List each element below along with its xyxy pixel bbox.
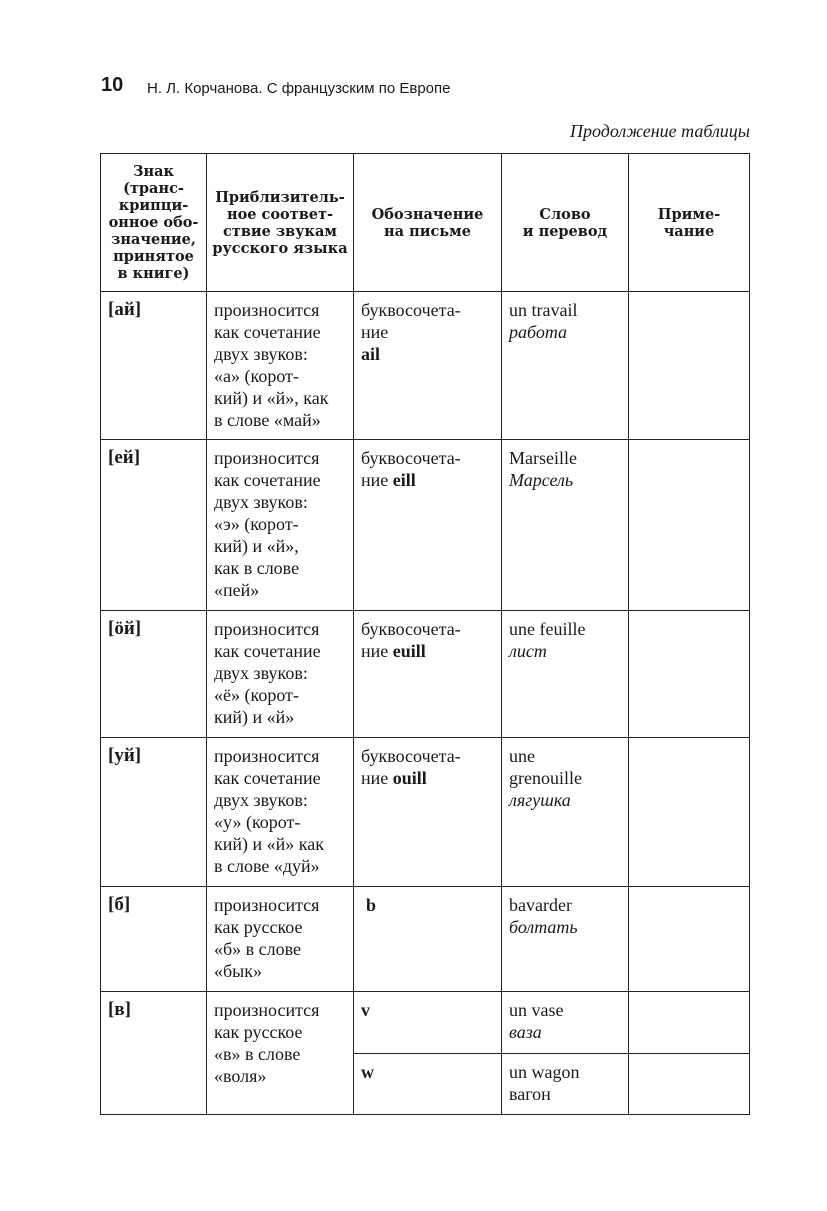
table-continuation-label: Продолжение таблицы [569,121,750,141]
spelling-letters: w [361,1062,374,1082]
note-cell [629,738,749,751]
spelling-prefix: буквосочета- ние [361,619,461,661]
word-cell [502,887,628,944]
spelling-prefix: буквосочета- ние [361,300,461,342]
table-row [101,887,750,992]
sound-description: произносится как русское «б» в слове «бык» [214,895,320,981]
french-word: un travail [509,300,578,320]
note-cell [629,887,749,900]
word-cell [502,992,628,1049]
spelling-cell [354,992,501,1027]
column-header-spelling: Обозначение на письме [354,154,502,292]
sound-sign: [б] [108,894,131,915]
spelling-letters: eill [392,470,416,490]
spelling-prefix: буквосочета- ние [361,448,461,490]
sound-description: произносится как русское «в» в слове «воля» [214,1000,320,1086]
sound-sign: [ай] [108,299,142,320]
page-header [101,74,751,104]
french-word: une feuille [509,619,586,639]
page-number: 10 [101,74,124,96]
column-header-note: Приме- чание [629,154,750,292]
spelling-letters: ouill [392,768,427,788]
sound-description: произносится как сочетание двух звуков: «ё» (корот- кий) и «й» [214,619,321,727]
french-word: une grenouille [509,746,582,788]
table-row [101,292,750,440]
table-row [101,992,750,1054]
note-cell [629,292,749,305]
sound-description: произносится как сочетание двух звуков: «у» (корот- кий) и «й» как в слове «дуй» [214,746,324,876]
word-translation: лягушка [509,790,571,810]
note-cell [629,992,749,1005]
sound-sign: [ӧй] [108,618,142,639]
word-cell [502,440,628,497]
column-header-word-translation: Слово и перевод [502,154,629,292]
sound-sign: [в] [108,999,131,1020]
word-cell [502,738,628,817]
running-head: Н. Л. Корчанова. С французским по Европе [147,80,451,97]
table-row [101,738,750,887]
sound-sign: [уй] [108,745,142,766]
word-translation: болтать [509,917,578,937]
french-word: bavarder [509,895,572,915]
sound-description: произносится как сочетание двух звуков: «а» (корот- кий) и «й», как в слове «май» [214,300,329,430]
word-cell [502,1054,628,1111]
sound-description: произносится как сочетание двух звуков: «э» (корот- кий) и «й», как в слове «пей» [214,448,321,600]
table-row [101,440,750,611]
sound-sign: [ей] [108,447,141,468]
note-cell [629,1054,749,1067]
word-translation: работа [509,322,568,342]
word-translation: лист [509,641,547,661]
table-header-row [101,154,750,292]
spelling-letters: b [366,895,377,915]
word-translation: ваза [509,1022,542,1042]
word-cell [502,292,628,349]
spelling-cell [354,611,501,668]
spelling-cell [354,440,501,497]
french-word: un wagon [509,1062,580,1082]
word-translation: Марсель [509,470,574,490]
note-cell [629,611,749,624]
phonetics-table [100,153,750,1115]
table-row [101,611,750,738]
spelling-cell [354,887,501,922]
spelling-cell [354,292,501,371]
spelling-prefix: буквосочета- ние [361,746,461,788]
note-cell [629,440,749,453]
spelling-letters: ail [361,344,381,364]
spelling-letters: v [361,1000,370,1020]
column-header-russian-equivalent: Приблизитель- ное соответ- ствие звукам русского языка [207,154,354,292]
french-word: un vase [509,1000,564,1020]
column-header-sign: Знак (транс- крипци- онное обо- значение, принятое в книге) [101,154,207,292]
spelling-cell [354,738,501,795]
spelling-cell [354,1054,501,1089]
spelling-letters: euill [392,641,426,661]
french-word: Marseille [509,448,577,468]
word-translation: вагон [509,1084,551,1104]
word-cell [502,611,628,668]
